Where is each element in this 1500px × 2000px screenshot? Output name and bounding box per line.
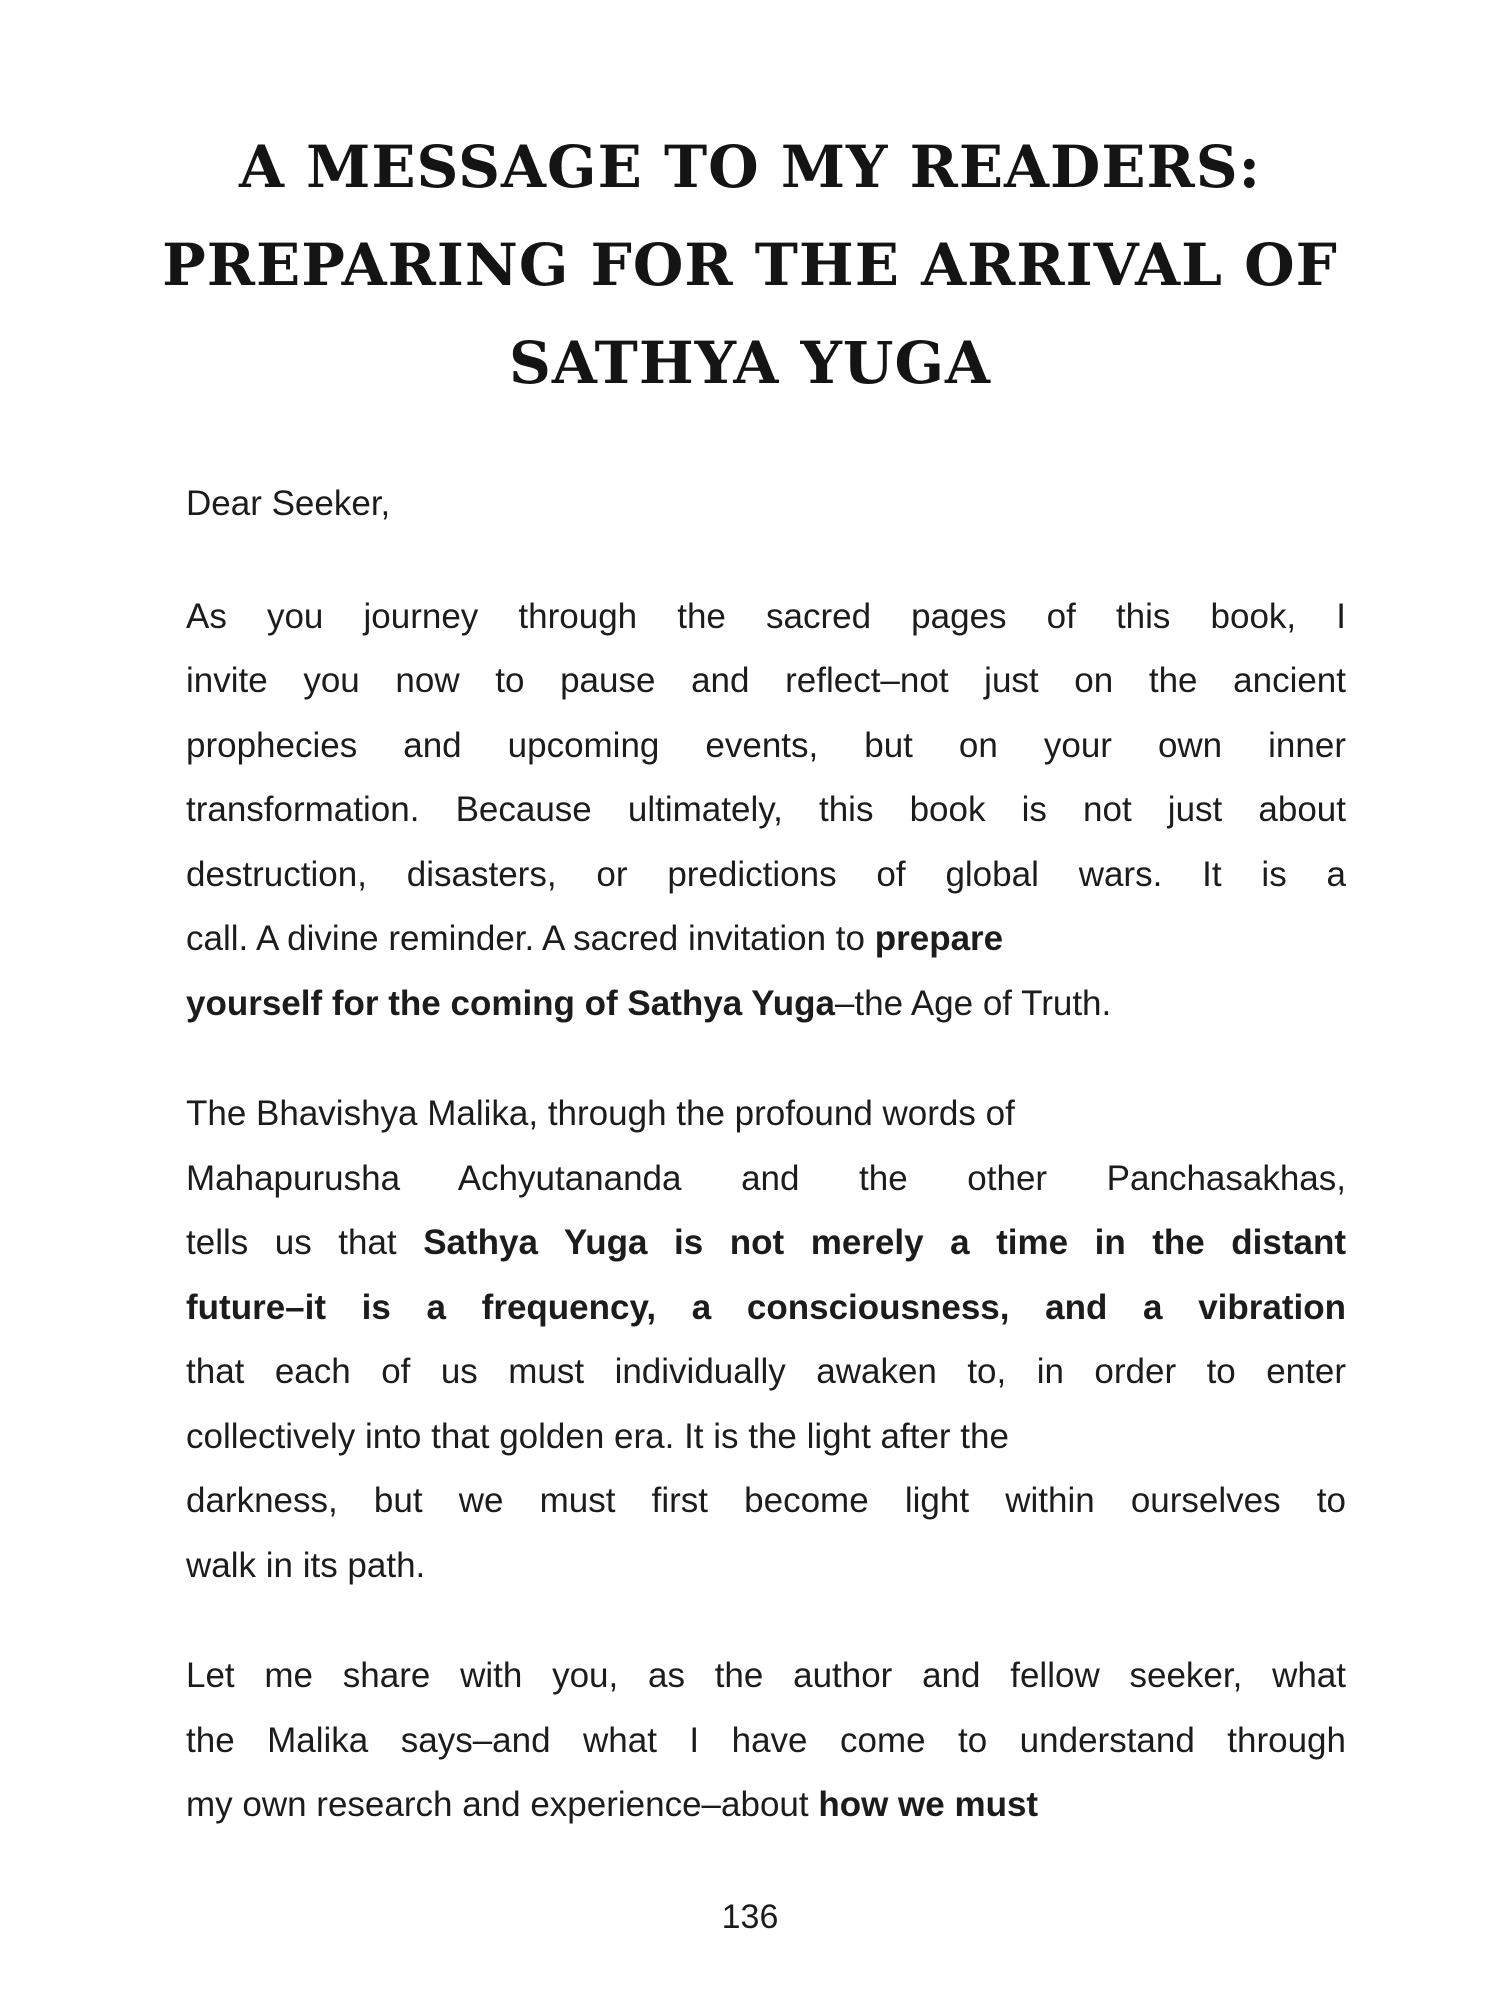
paragraph-line [186, 1773, 1346, 1838]
paragraph-line: darkness, but we must first become light within ourselves to [186, 1481, 1346, 1520]
paragraph-line: invite you now to pause and reflect–not just on the ancient [186, 661, 1346, 700]
paragraph-text: tells us that [186, 1223, 424, 1262]
chapter-title [150, 118, 1350, 412]
salutation: Dear Seeker, [186, 484, 391, 523]
paragraph-line [186, 1276, 1346, 1341]
body-text [186, 472, 1346, 1838]
paragraph-text: –the Age of Truth. [834, 983, 1112, 1023]
emphasis-text: Sathya Yuga is not merely a time in the distant [423, 1223, 1346, 1262]
page-number: 136 [721, 1898, 779, 1936]
paragraph-line: destruction, disasters, or predictions of global wars. It is a [186, 854, 1346, 894]
emphasis-text: how we must [818, 1785, 1039, 1824]
paragraph-line: transformation. Because ultimately, this book is not just about [186, 790, 1346, 829]
title-line-1: A MESSAGE TO MY READERS: [238, 133, 1262, 201]
title-line-2: PREPARING FOR THE ARRIVAL OF [162, 231, 1338, 299]
emphasis-text: prepare [874, 919, 1004, 958]
paragraph-line: the Malika says–and what I have come to understand through [186, 1720, 1346, 1760]
paragraph-line: that each of us must individually awaken to, in order to enter [186, 1352, 1346, 1391]
emphasis-text: yourself for the coming of Sathya Yuga [186, 983, 835, 1023]
paragraph-line: prophecies and upcoming events, but on your own inner [186, 725, 1346, 765]
paragraph-1 [186, 585, 1346, 1037]
emphasis-text: future–it is a frequency, a consciousness, and a vibration [186, 1287, 1346, 1327]
paragraph-line [186, 907, 1346, 972]
title-line-3: SATHYA YUGA [508, 329, 992, 397]
paragraph-text: call. A divine reminder. A sacred invitation to [186, 919, 875, 958]
paragraph-2 [186, 1082, 1346, 1598]
paragraph-line [186, 972, 1346, 1037]
paragraph-line: Mahapurusha Achyutananda and the other Panchasakhas, [186, 1158, 1346, 1198]
paragraph-line: walk in its path. [186, 1545, 426, 1585]
paragraph-line: As you journey through the sacred pages of this book, I [186, 596, 1346, 636]
paragraph-line [186, 1211, 1346, 1276]
paragraph-line: The Bhavishya Malika, through the profound words of [186, 1094, 1015, 1133]
paragraph-3 [186, 1644, 1346, 1838]
paragraph-line: Let me share with you, as the author and fellow seeker, what [186, 1656, 1346, 1695]
paragraph-text: my own research and experience–about [186, 1785, 819, 1824]
paragraph-line: collectively into that golden era. It is the light after the [186, 1416, 1009, 1456]
